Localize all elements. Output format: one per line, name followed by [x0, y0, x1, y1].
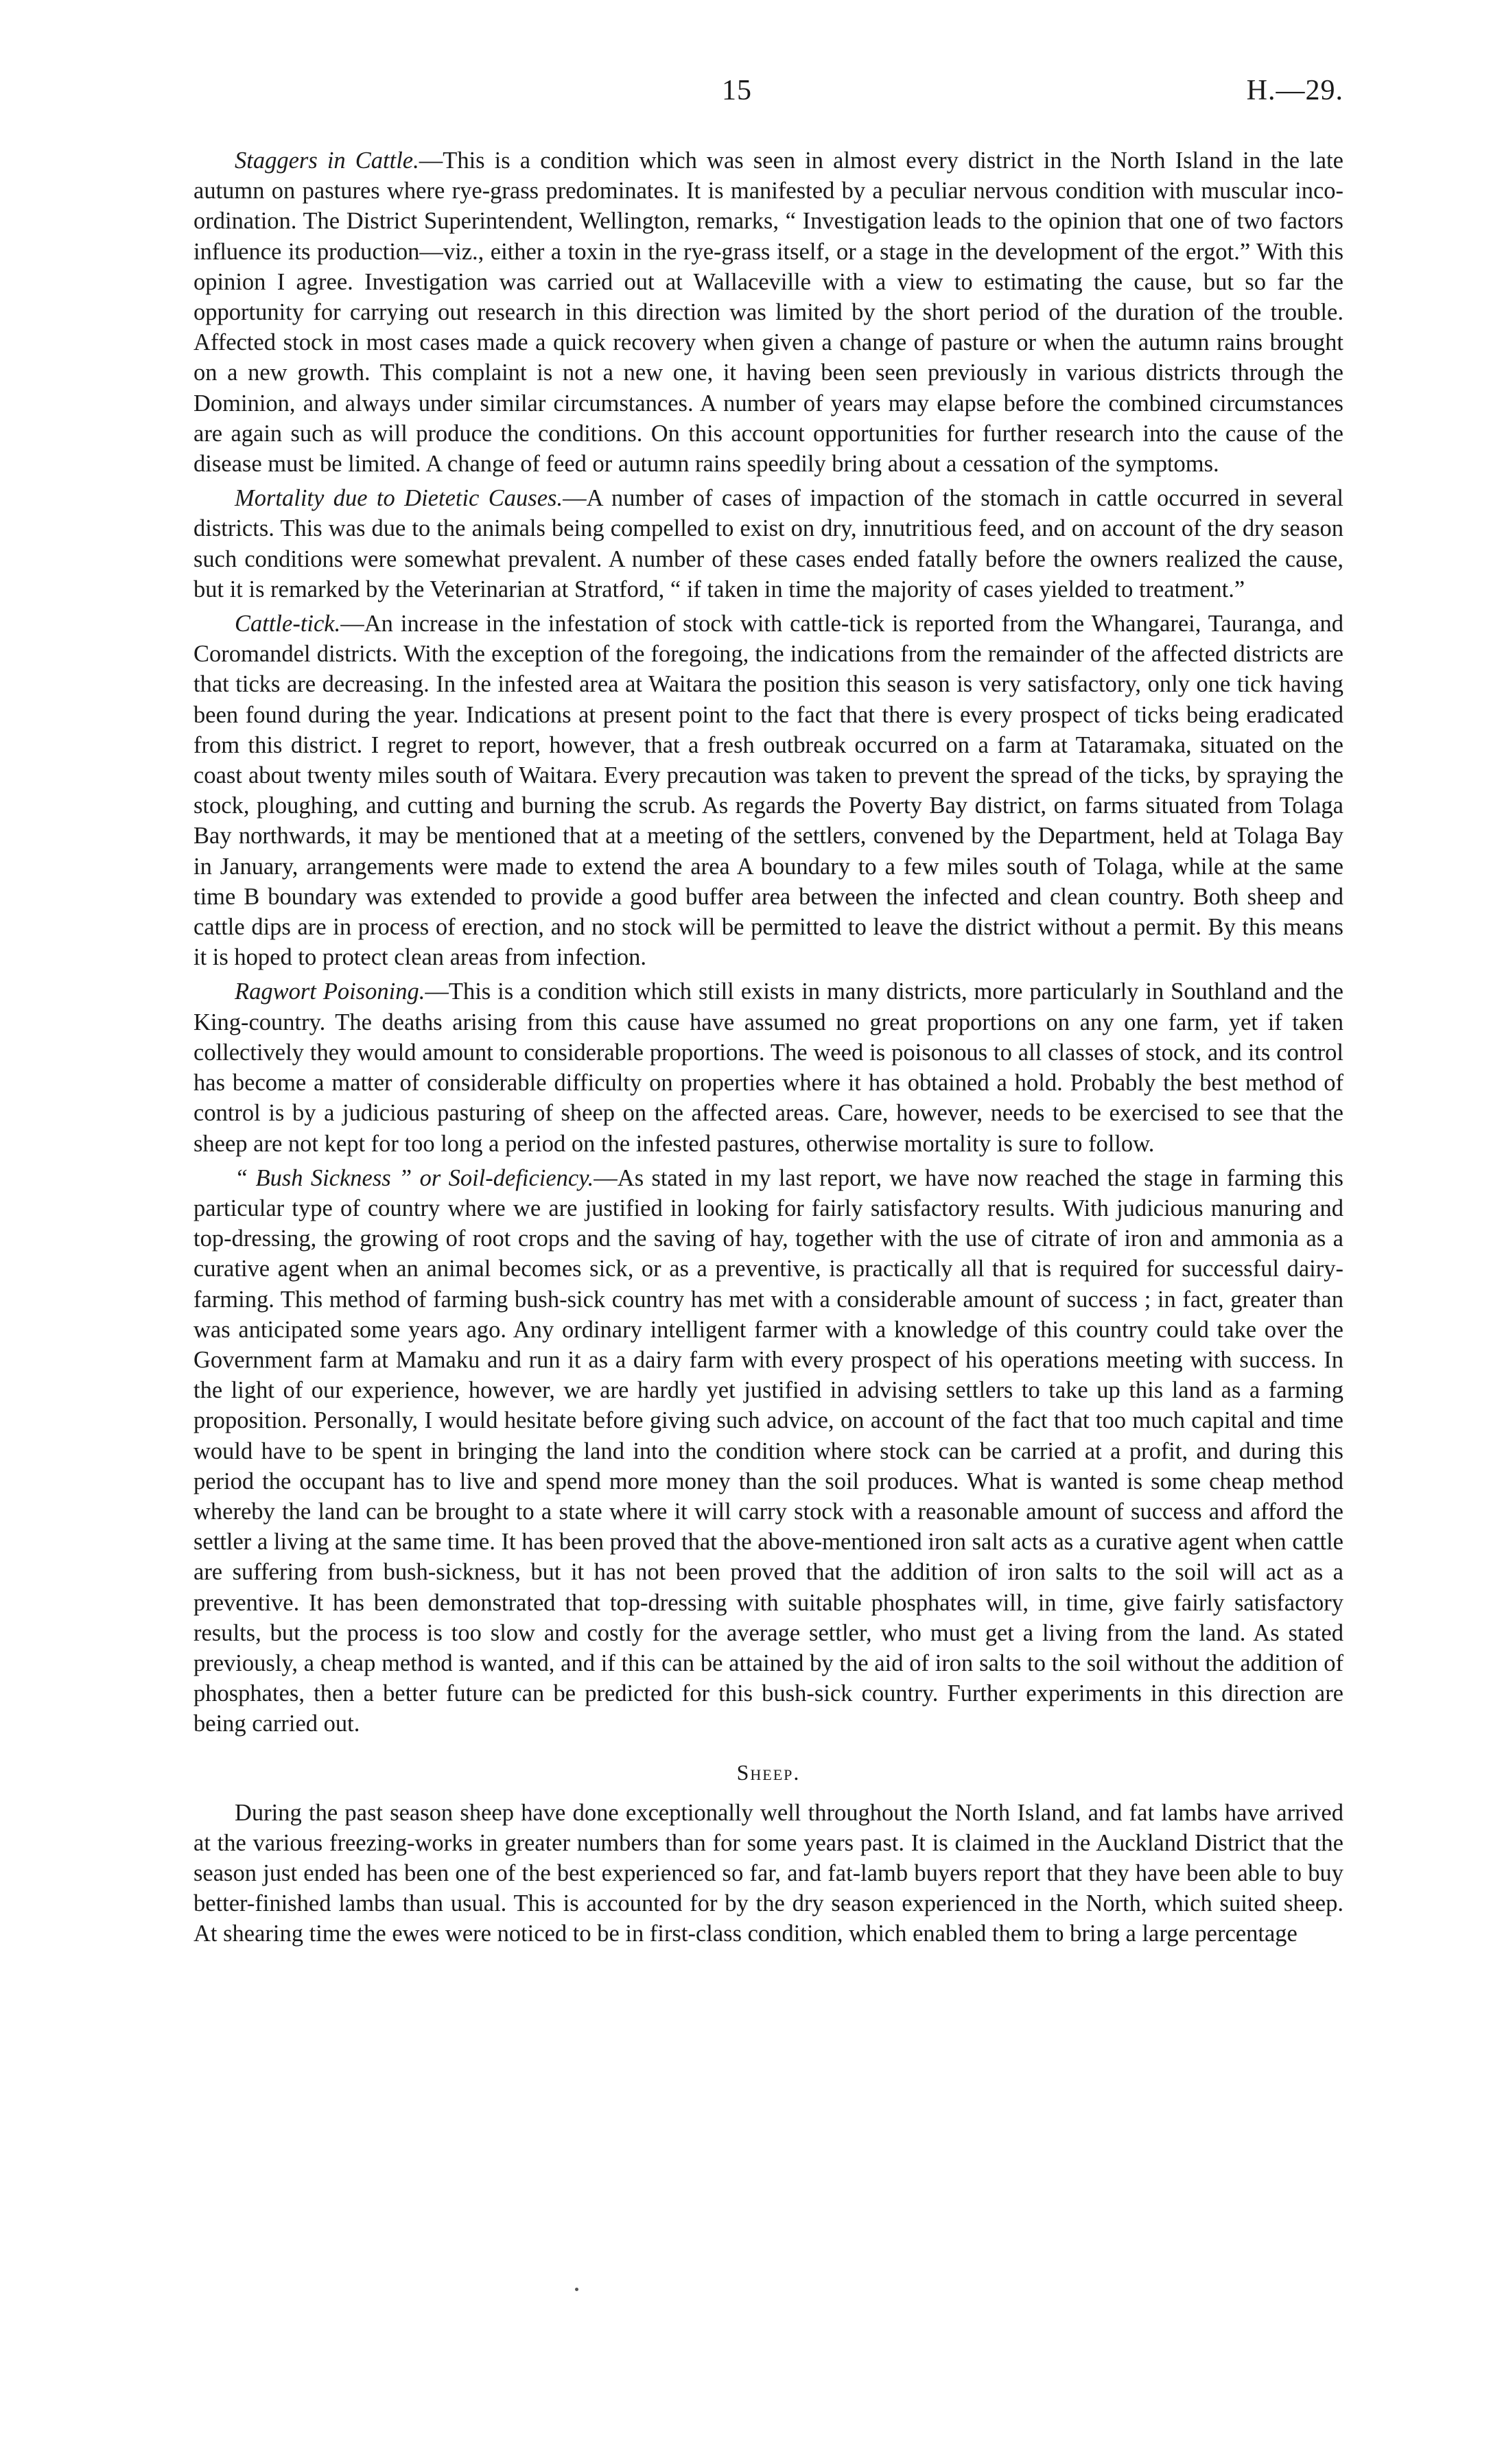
- paragraph-body: —A number of cases of impaction of the stomach in cattle occurred in several districts. This was due to the animals being compelled to exist on dry, innutritious feed, and on account of the dry season such conditions were somewhat prevalent. A number of these cases ended fatally before the owners realized the cause, but it is remarked by the Veterinarian at Stratford, “ if taken in time the majority of cases yielded to treatment.”: [193, 485, 1343, 602]
- section-title-sheep: Sheep.: [736, 1759, 801, 1785]
- paragraph-sheep: During the past season sheep have done exceptionally well throughout the North Island, and fat lambs have arrived at the various freezing-works in greater numbers than for some years past. It is claimed in the Auckland District that the season just ended has been one of the best experienced so far, and fat-lamb buyers report that they have been able to buy better-finished lambs than usual. This is accounted for by the dry season experienced in the North, which suited sheep. At shearing time the ewes were noticed to be in first-class condition, which enabled them to bring a large percentage: [193, 1799, 1343, 1947]
- page-number: 15: [722, 75, 752, 106]
- paragraph-body: —An increase in the infestation of stock with cattle-tick is reported from the Whangarei, Tauranga, and Coromandel districts. With the exception of the foregoing, the indications from the remainder of the affected districts are that ticks are decreasing. In the infested area at Waitara the position this season is very satisfactory, only one tick having been found during the year. Indications at present point to the fact that there is every prospect of ticks being eradicated from this district. I regret to report, however, that a fresh outbreak occurred on a farm at Tataramaka, situated on the coast about twenty miles south of Waitara. Every precaution was taken to prevent the spread of the ticks, by spraying the stock, ploughing, and cutting and burning the scrub. As regards the Poverty Bay district, on farms situated from Tolaga Bay northwards, it may be mentioned that at a meeting of the settlers, convened by the Department, held at Tolaga Bay in January, arrangements were made to extend the area A boundary to a few miles south of Tolaga, while at the same time B boundary was extended to provide a good buffer area between the infected and clean country. Both sheep and cattle dips are in process of erection, and no stock will be permitted to leave the district without a permit. By this means it is hoped to protect clean areas from infection.: [193, 611, 1343, 971]
- paper-reference: H.—29.: [1246, 75, 1343, 106]
- paragraph-heading: Staggers in Cattle.: [235, 148, 419, 174]
- paragraph-body: —This is a condition which still exists in many districts, more particularly in Southland and the King-country. The deaths arising from this cause have assumed no great proportions on any one farm, yet if taken collectively they would amount to considerable proportions. The weed is poisonous to all classes of stock, and its control has become a matter of considerable difficulty on properties where it has obtained a hold. Probably the best method of control is by a judicious pasturing of sheep on the affected areas. Care, however, needs to be exercised to see that the sheep are not kept for too long a period on the infested pastures, otherwise mortality is sure to follow.: [193, 978, 1343, 1157]
- paragraph-dietetic-mortality: [193, 483, 1343, 605]
- paragraph-ragwort-poisoning: [193, 976, 1343, 1158]
- paragraph-heading: Ragwort Poisoning.: [235, 978, 425, 1005]
- paragraph-bush-sickness: [193, 1163, 1343, 1739]
- paragraph-heading: “ Bush Sickness ” or Soil-deficiency.: [235, 1164, 594, 1191]
- paragraph-body: —As stated in my last report, we have now reached the stage in farming this particular type of country where we are justified in looking for fairly satisfactory results. With judicious manuring and top-dressing, the growing of root crops and the saving of hay, together with the use of citrate of iron and ammonia as a curative agent when an animal becomes sick, or as a preventive, is practically all that is required for successful dairy-farming. This method of farming bush-sick country has met with a considerable amount of success ; in fact, greater than was anticipated some years ago. Any ordinary intelligent farmer with a knowledge of this country could take over the Government farm at Mamaku and run it as a dairy farm with every prospect of his operations meeting with success. In the light of our experience, however, we are hardly yet justified in advising settlers to take up this land as a farming proposition. Personally, I would hesitate before giving such advice, on account of the fact that too much capital and time would have to be spent in bringing the land into the condition where stock can be carried at a profit, and during this period the occupant has to live and spend more money than the soil produces. What is wanted is some cheap method whereby the land can be brought to a state where it will carry stock with a reasonable amount of success and afford the settler a living at the same time. It has been proved that the above-mentioned iron salt acts as a curative agent when cattle are suffering from bush-sickness, but it has not been proved that the addition of iron salts to the soil will act as a preventive. It has been demonstrated that top-dressing with suitable phosphates will, in time, give fairly satisfactory results, but the process is too slow and costly for the average settler, who must get a living from the land. As stated previously, a cheap method is wanted, and if this can be attained by the aid of iron salts to the soil without the addition of phosphates, then a better future can be predicted for this bush-sick country. Further experiments in this direction are being carried out.: [193, 1164, 1343, 1737]
- footer-dot: [575, 2288, 578, 2291]
- paragraph-cattle-tick: [193, 609, 1343, 972]
- paragraph-heading: Cattle-tick.: [235, 611, 341, 637]
- paragraph-body: —This is a condition which was seen in almost every district in the North Island in the late autumn on pastures where rye-grass predominates. It is manifested by a peculiar nervous condition with muscular inco-ordination. The District Superintendent, Wellington, remarks, “ Investigation leads to the opinion that one of two factors influence its production—viz., either a toxin in the rye-grass itself, or a stage in the development of the ergot.” With this opinion I agree. Investigation was carried out at Wallaceville with a view to estimating the cause, but so far the opportunity for carrying out research in this direction was limited by the short period of the duration of the trouble. Affected stock in most cases made a quick recovery when given a change of pasture or when the autumn rains brought on a new growth. This complaint is not a new one, it having been seen previously in various districts through the Dominion, and always under similar circumstances. A number of years may elapse before the combined circumstances are again such as will produce the conditions. On this account opportunities for further research into the cause of the disease must be limited. A change of feed or autumn rains speedily bring about a cessation of the symptoms.: [193, 148, 1343, 478]
- paragraph-heading: Mortality due to Dietetic Causes.: [235, 485, 563, 512]
- paragraph-staggers-in-cattle: [193, 145, 1343, 479]
- page-header: [193, 74, 1343, 118]
- document-page: [193, 74, 1343, 1953]
